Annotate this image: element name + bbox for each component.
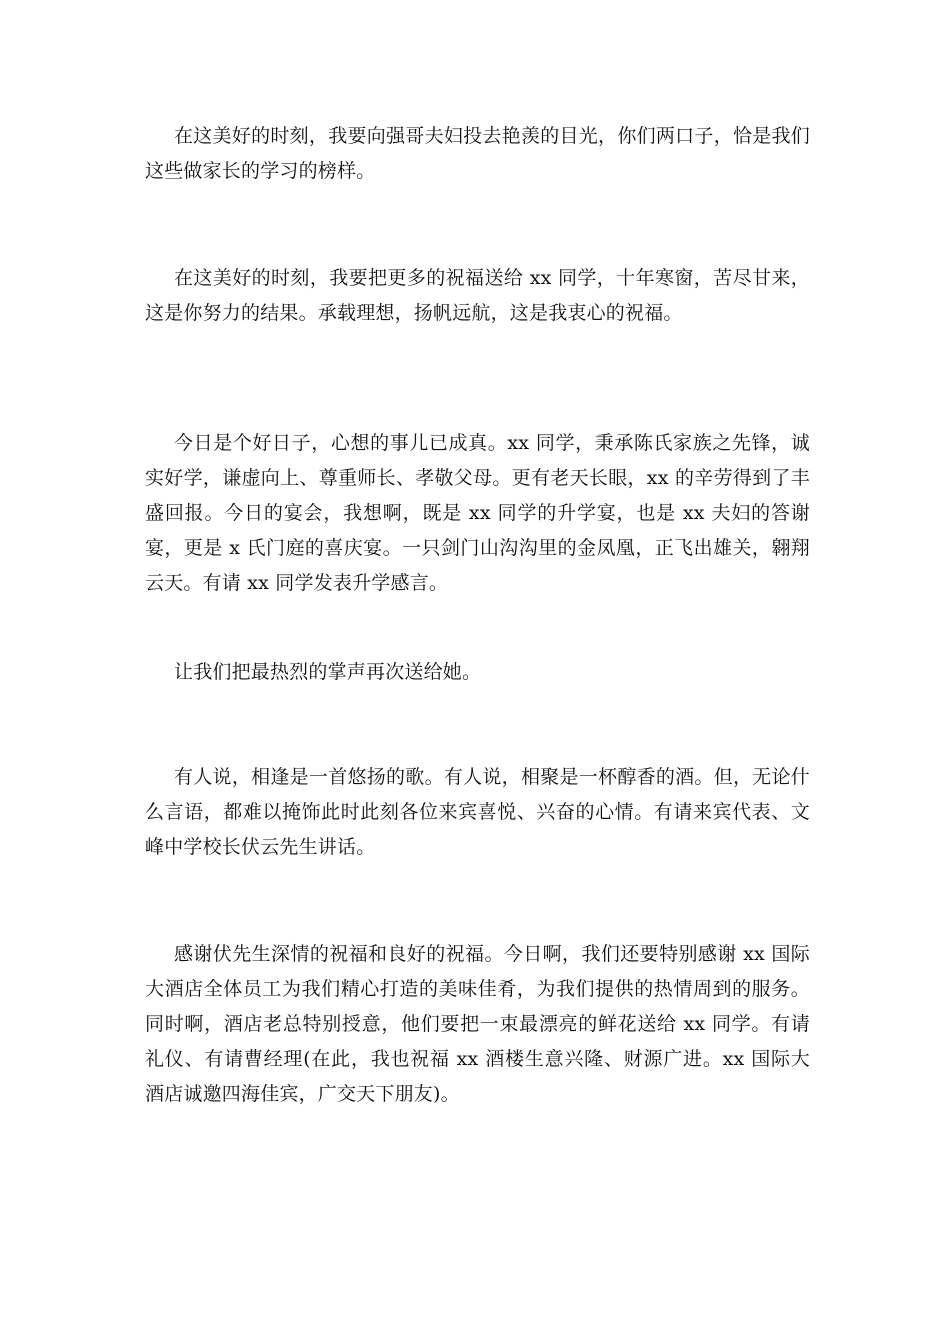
paragraph-1: 在这美好的时刻，我要向强哥夫妇投去艳羡的目光，你们两口子，恰是我们这些做家长的学习的榜样。 bbox=[145, 125, 810, 182]
paragraph-2: 在这美好的时刻，我要把更多的祝福送给 xx 同学，十年寒窗，苦尽甘来，这是你努力的结果。承载理想，扬帆远航，这是我衷心的祝福。 bbox=[145, 267, 810, 324]
paragraph-4: 让我们把最热烈的掌声再次送给她。 bbox=[174, 661, 482, 683]
paragraph-6: 感谢伏先生深情的祝福和良好的祝福。今日啊，我们还要特别感谢 xx 国际大酒店全体员工为我们精心打造的美味佳肴，为我们提供的热情周到的服务。同时啊，酒店老总特别授意，他们要把一束最漂亮的鲜花送给 xx 同学。有请礼仪、有请曹经理(在此，我也祝福 xx 酒楼生意兴隆、财源广进。xx 国际大酒店诚邀四海佳宾，广交天下朋友)。 bbox=[145, 943, 810, 1105]
paragraph-5: 有人说，相逢是一首悠扬的歌。有人说，相聚是一杯醇香的酒。但，无论什么言语，都难以掩饰此时此刻各位来宾喜悦、兴奋的心情。有请来宾代表、文峰中学校长伏云先生讲话。 bbox=[145, 766, 810, 858]
paragraph-3: 今日是个好日子，心想的事儿已成真。xx 同学，秉承陈氏家族之先锋，诚实好学，谦虚向上、尊重师长、孝敬父母。更有老天长眼，xx 的辛劳得到了丰盛回报。今日的宴会，我想啊，既是 xx 同学的升学宴，也是 xx 夫妇的答谢宴，更是 x 氏门庭的喜庆宴。一只剑门山沟沟里的金凤凰，正飞出雄关，翱翔云天。有请 xx 同学发表升学感言。 bbox=[145, 432, 810, 594]
